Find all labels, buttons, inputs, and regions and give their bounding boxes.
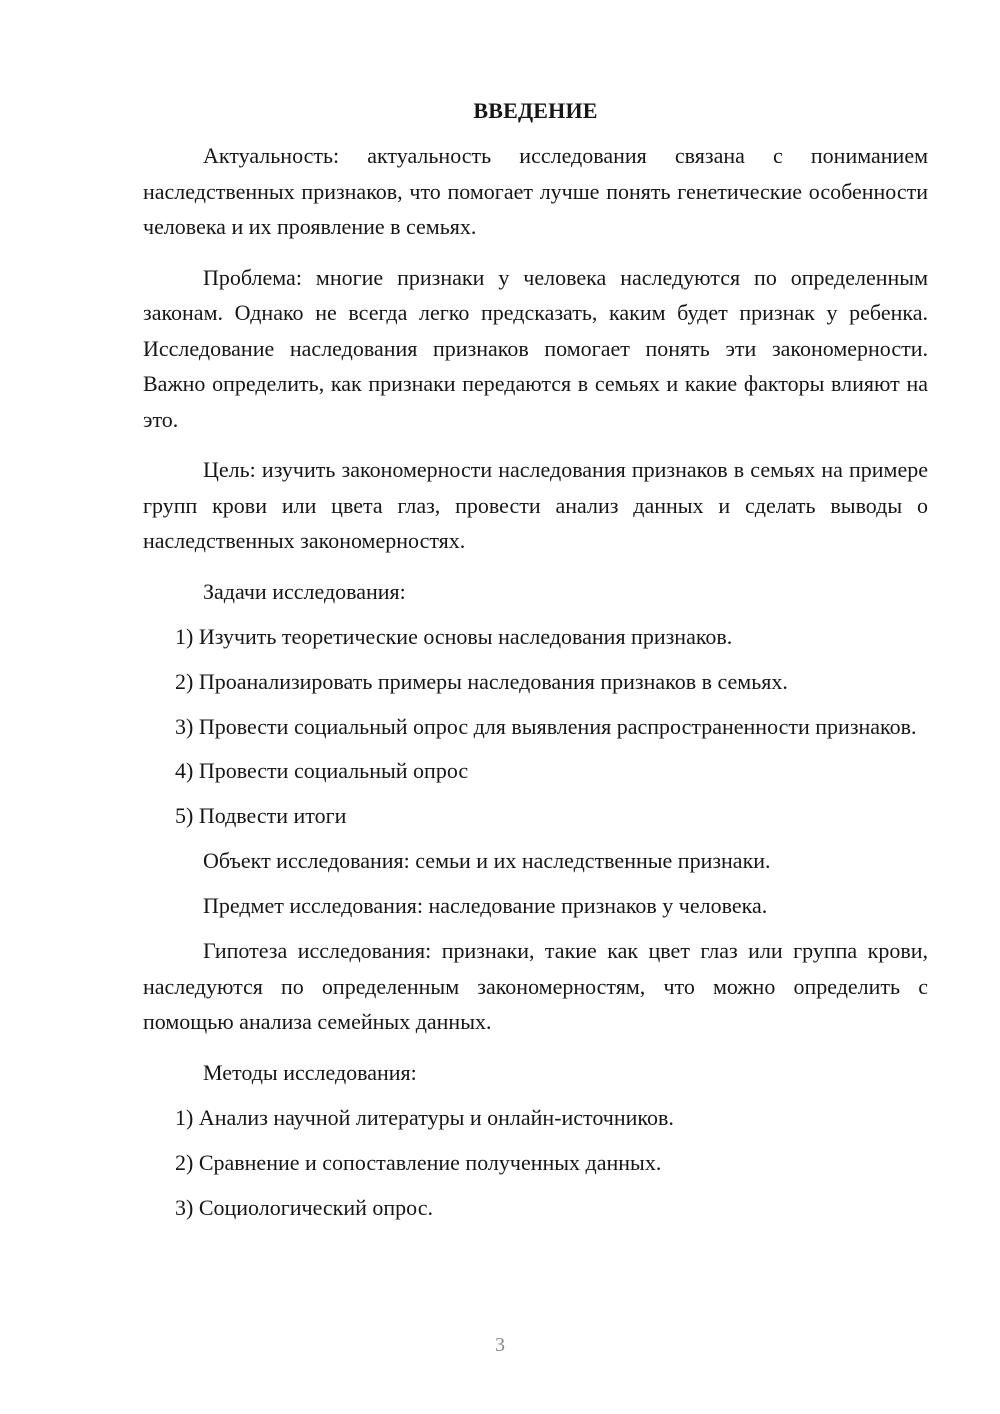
task-item: 1) Изучить теоретические основы наследования признаков.: [175, 623, 733, 649]
page-content: [143, 96, 928, 1235]
relevance-paragraph: Актуальность: актуальность исследования связана с пониманием наследственных признаков, что помогает лучше понять генетические особенности человека и их проявление в семьях.: [143, 143, 928, 239]
page-number: 3: [495, 1334, 505, 1356]
subject-paragraph: Предмет исследования: наследование признаков у человека.: [203, 893, 768, 918]
task-item: 4) Провести социальный опрос: [175, 758, 469, 783]
method-item: 3) Социологический опрос.: [175, 1194, 433, 1220]
method-item: 2) Сравнение и сопоставление полученных данных.: [175, 1149, 662, 1175]
object-paragraph: Объект исследования: семьи и их наследственные признаки.: [203, 848, 771, 873]
methods-heading: Методы исследования:: [203, 1059, 417, 1085]
method-item: 1) Анализ научной литературы и онлайн-источников.: [175, 1104, 674, 1130]
hypothesis-paragraph: Гипотеза исследования: признаки, такие как цвет глаз или группа крови, наследуются по определенным закономерностям, что можно определить с помощью анализа семейных данных.: [143, 938, 928, 1034]
goal-paragraph: Цель: изучить закономерности наследования признаков в семьях на примере групп крови или цвета глаз, провести анализ данных и сделать выводы о наследственных закономерностях.: [143, 457, 928, 553]
problem-paragraph: Проблема: многие признаки у человека наследуются по определенным законам. Однако не всегда легко предсказать, каким будет признак у ребенка. Исследование наследования признаков помогает понять эти закономерности. Важно определить, как признаки передаются в семьях и какие факторы влияют на это.: [143, 264, 928, 432]
task-item: 3) Провести социальный опрос для выявления распространенности признаков.: [175, 713, 917, 739]
section-title: ВВЕДЕНИЕ: [473, 98, 598, 123]
task-item: 2) Проанализировать примеры наследования признаков в семьях.: [175, 668, 788, 694]
task-item: 5) Подвести итоги: [175, 803, 347, 828]
tasks-heading: Задачи исследования:: [203, 578, 406, 604]
